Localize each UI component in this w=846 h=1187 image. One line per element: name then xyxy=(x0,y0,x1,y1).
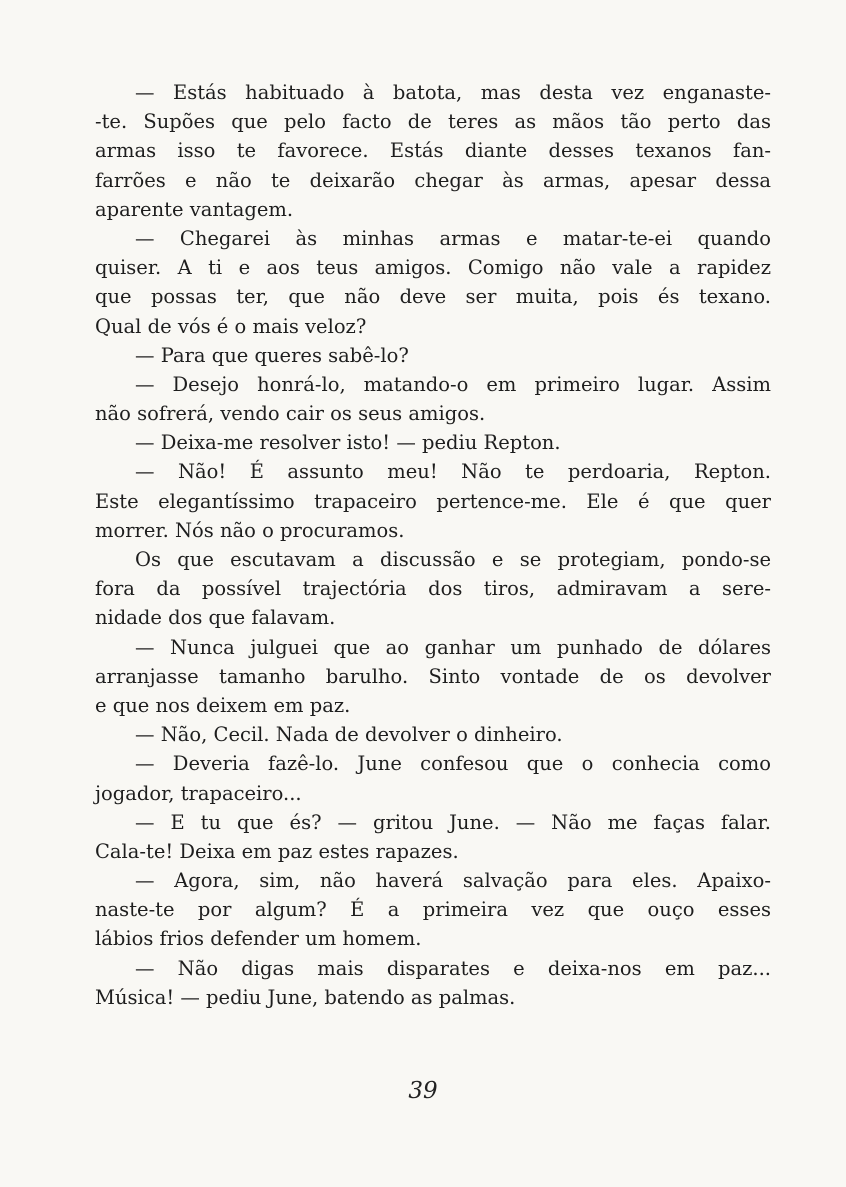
text-line: nidade dos que falavam. xyxy=(95,606,336,630)
text-line: jogador, trapaceiro... xyxy=(95,781,302,805)
text-line: — Deixa-me resolver isto! — pediu Repton. xyxy=(135,431,561,455)
text-line: Música! — pediu June, batendo as palmas. xyxy=(95,985,516,1009)
text-line: — Chegarei às minhas armas e matar-te-ei quando xyxy=(135,226,771,250)
text-line: morrer. Nós não o procuramos. xyxy=(95,518,405,542)
text-line: farrões e não te deixarão chegar às armas, apesar dessa xyxy=(95,168,771,192)
text-line: — E tu que és? — gritou June. — Não me faças falar. xyxy=(135,810,771,834)
text-line: arranjasse tamanho barulho. Sinto vontade de os devolver xyxy=(95,664,771,688)
body-text xyxy=(95,78,771,1012)
text-line: — Agora, sim, não haverá salvação para eles. Apaixo- xyxy=(135,869,771,893)
text-line: Os que escutavam a discussão e se protegiam, pondo-se xyxy=(135,548,771,571)
text-line: lábios frios defender um homem. xyxy=(95,927,422,951)
text-line: — Desejo honrá-lo, matando-o em primeiro lugar. Assim xyxy=(135,372,771,396)
text-line: — Para que queres sabê-lo? xyxy=(135,343,409,367)
text-line: — Deveria fazê-lo. June confesou que o conhecia como xyxy=(135,752,771,776)
page-number: 39 xyxy=(408,1078,438,1104)
text-line: — Não, Cecil. Nada de devolver o dinheiro. xyxy=(135,723,563,747)
text-line: armas isso te favorece. Estás diante desses texanos fan- xyxy=(95,139,771,163)
text-line: Cala-te! Deixa em paz estes rapazes. xyxy=(95,839,459,863)
text-line: -te. Supões que pelo facto de teres as mãos tão perto das xyxy=(95,110,771,134)
text-line: e que nos deixem em paz. xyxy=(95,693,351,717)
text-line: — Não! É assunto meu! Não te perdoaria, Repton. xyxy=(135,460,771,484)
text-line: não sofrerá, vendo cair os seus amigos. xyxy=(95,402,486,426)
text-line: aparente vantagem. xyxy=(95,197,294,221)
text-line: quiser. A ti e aos teus amigos. Comigo não vale a rapidez xyxy=(95,256,771,280)
text-line: Qual de vós é o mais veloz? xyxy=(95,314,367,338)
text-line: — Estás habituado à batota, mas desta vez enganaste- xyxy=(135,81,771,104)
text-line: naste-te por algum? É a primeira vez que ouço esses xyxy=(95,898,771,922)
text-line: Este elegantíssimo trapaceiro pertence-me. Ele é que quer xyxy=(95,489,771,513)
text-line: — Não digas mais disparates e deixa-nos em paz... xyxy=(135,956,771,980)
text-line: fora da possível trajectória dos tiros, admiravam a sere- xyxy=(95,577,771,601)
text-line: — Nunca julguei que ao ganhar um punhado de dólares xyxy=(135,635,771,659)
text-line: que possas ter, que não deve ser muita, pois és texano. xyxy=(95,285,771,309)
